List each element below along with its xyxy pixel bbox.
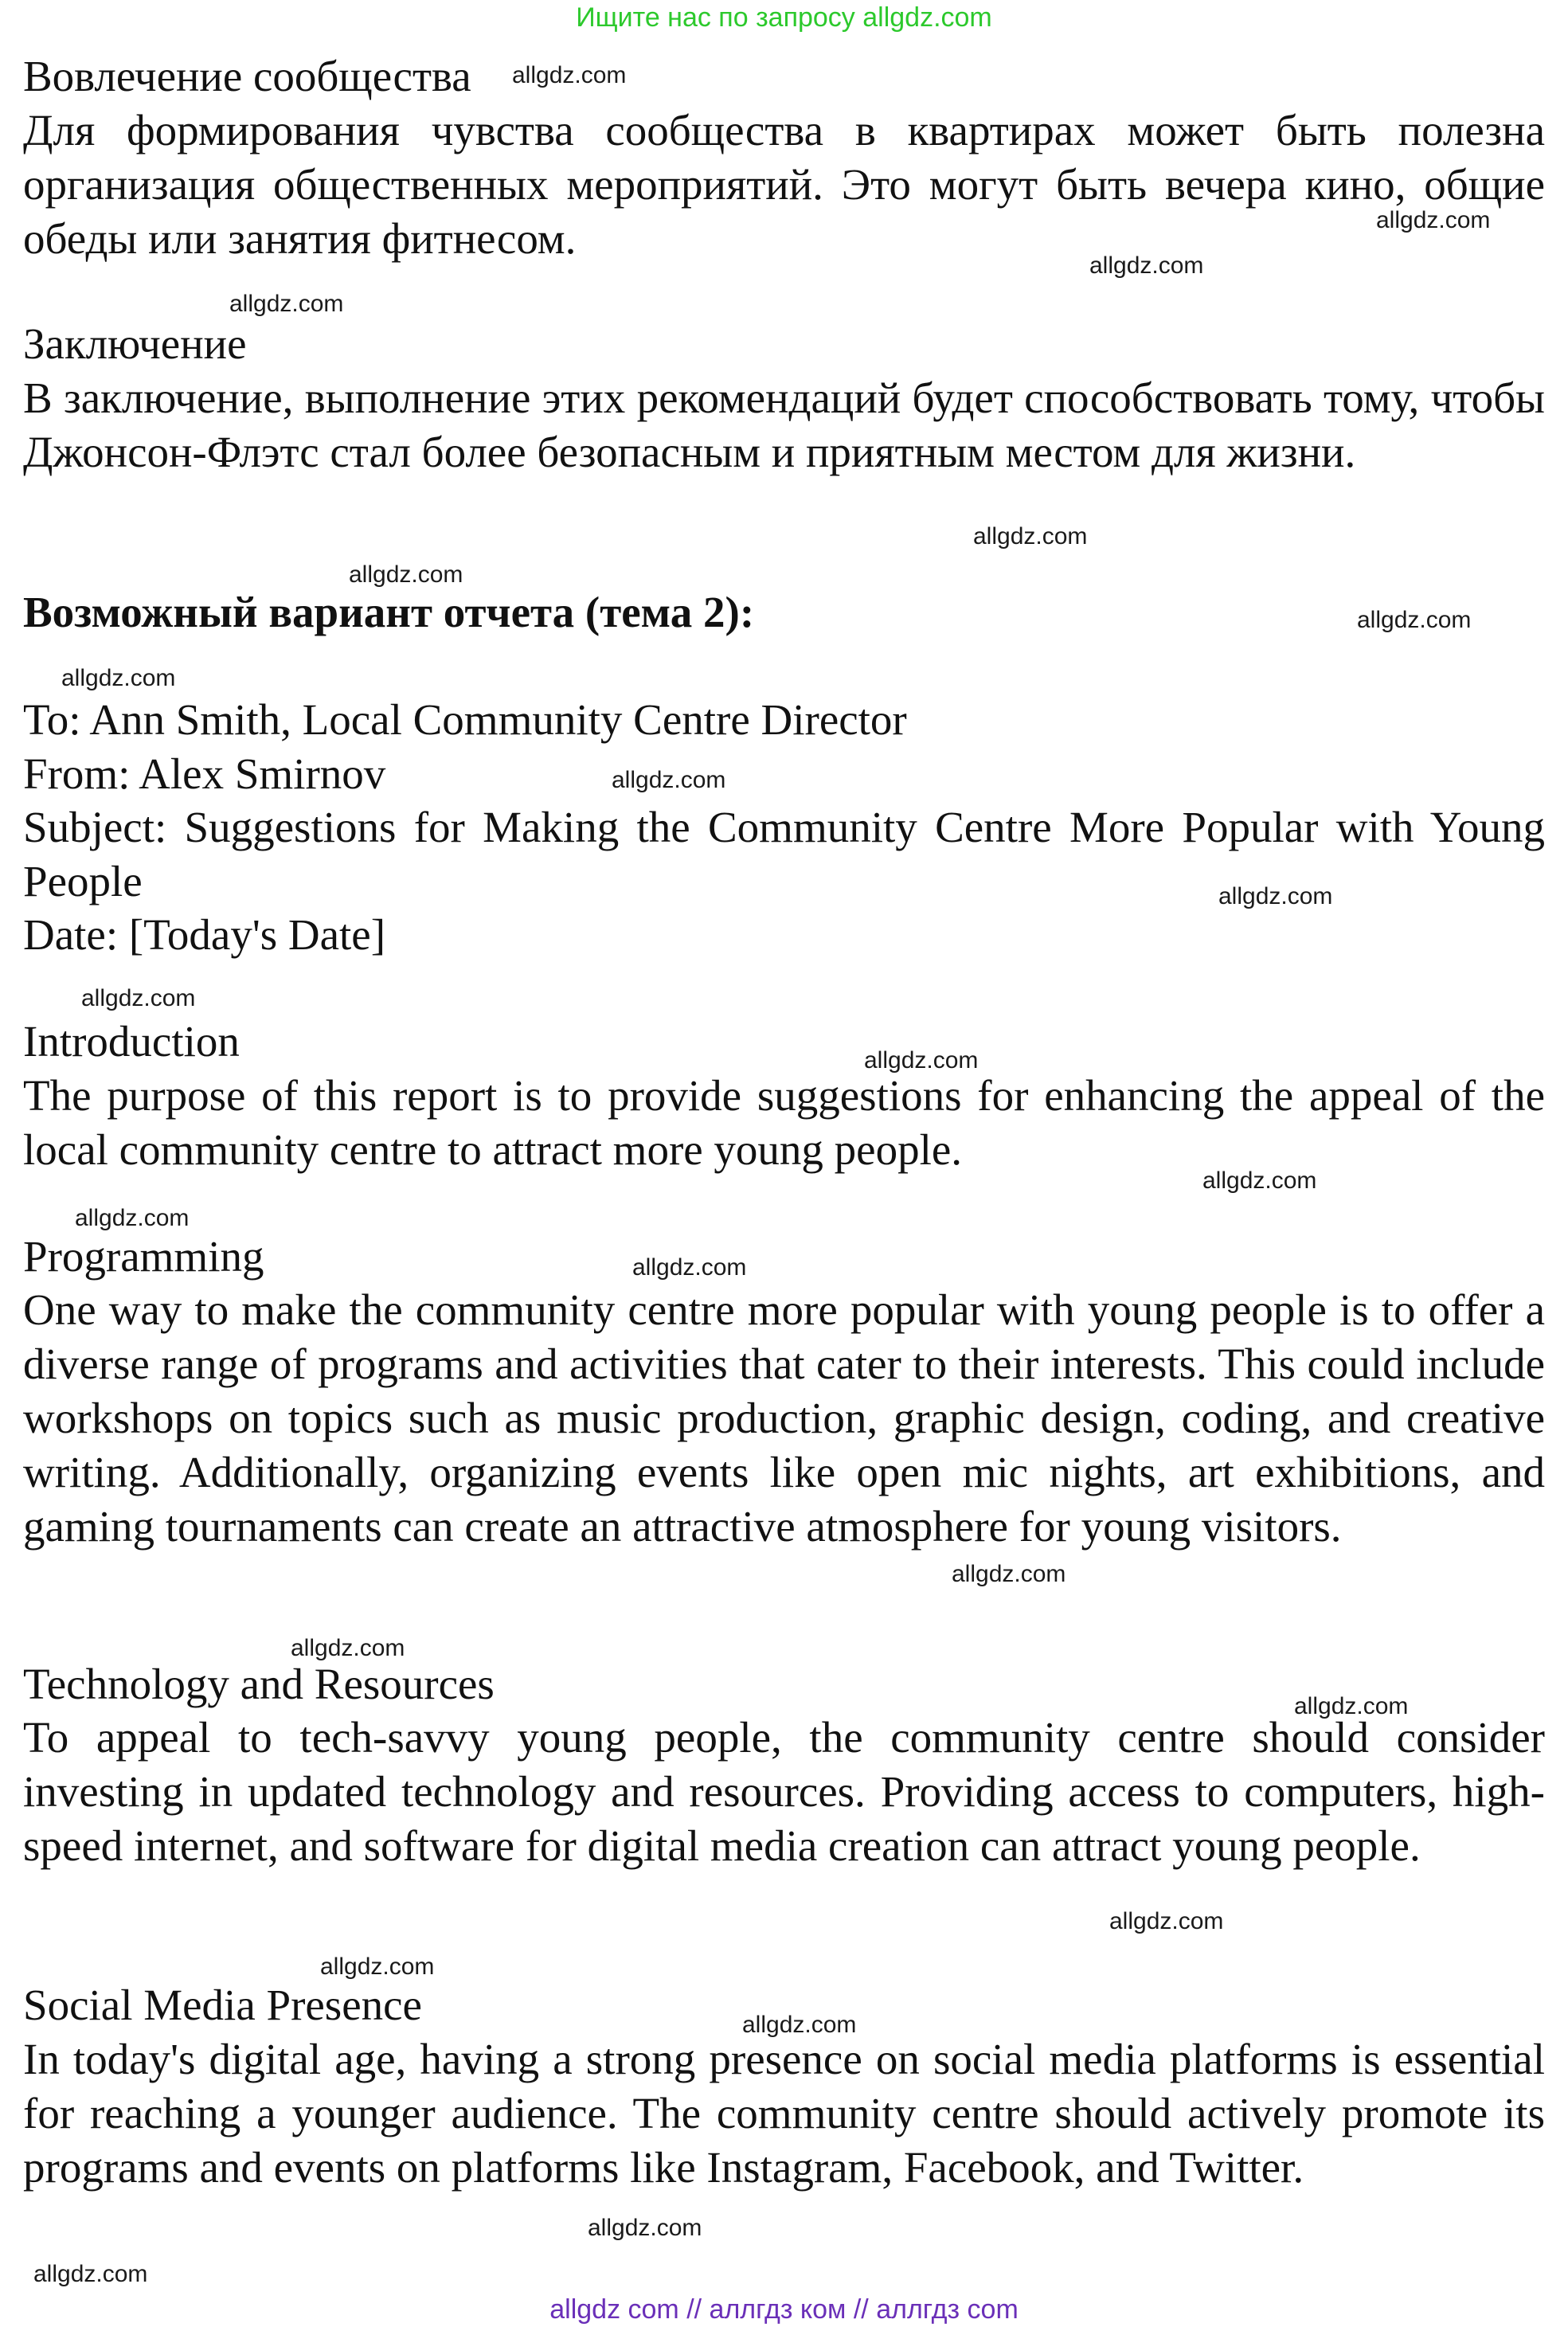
social-media-heading: Social Media Presence xyxy=(23,1981,422,2029)
watermark: allgdz.com xyxy=(973,523,1088,549)
introduction-paragraph: The purpose of this report is to provide suggestions for enhancing the appeal of the local community centre to attract more young people. xyxy=(23,1071,1545,1174)
conclusion-heading: Заключение xyxy=(23,319,247,368)
watermark: allgdz.com xyxy=(320,1954,435,1980)
watermark: allgdz.com xyxy=(742,2012,857,2038)
watermark: allgdz.com xyxy=(612,767,726,793)
watermark: allgdz.com xyxy=(291,1635,405,1661)
top-search-banner: Ищите нас по запросу allgdz.com xyxy=(576,2,992,33)
watermark: allgdz.com xyxy=(1202,1167,1317,1194)
watermark: allgdz.com xyxy=(1109,1908,1224,1934)
technology-heading: Technology and Resources xyxy=(23,1660,495,1708)
watermark: allgdz.com xyxy=(1376,207,1491,233)
watermark: allgdz.com xyxy=(81,985,196,1011)
watermark: allgdz.com xyxy=(1294,1693,1409,1719)
social-media-paragraph: In today's digital age, having a strong presence on social media platforms is essential for reaching a younger audience. The community centre should actively promote its programs and events on platforms like Instagram, Facebook, and Twitter. xyxy=(23,2035,1545,2192)
community-heading: Вовлечение сообщества xyxy=(23,52,471,100)
memo-date: Date: [Today's Date] xyxy=(23,910,386,959)
watermark: allgdz.com xyxy=(229,291,344,317)
introduction-heading: Introduction xyxy=(23,1017,240,1066)
watermark: allgdz.com xyxy=(349,561,463,588)
technology-paragraph: To appeal to tech-savvy young people, the community centre should consider investing in updated technology and resources. Providing access to computers, high-speed internet, and software for digital media creation can attract young people. xyxy=(23,1713,1545,1870)
watermark: allgdz.com xyxy=(1357,607,1472,633)
programming-paragraph: One way to make the community centre more popular with young people is to offer a diverse range of programs and activities that cater to their interests. This could include workshops on topics such as music production, graphic design, coding, and creative writing. Additionally, organizing events like open mic nights, art exhibitions, and gaming tournaments can create an attractive atmosphere for young visitors. xyxy=(23,1285,1545,1551)
programming-heading: Programming xyxy=(23,1232,264,1281)
watermark: allgdz.com xyxy=(1218,883,1333,909)
watermark: allgdz.com xyxy=(632,1254,747,1281)
watermark: allgdz.com xyxy=(588,2215,702,2241)
conclusion-paragraph: В заключение, выполнение этих рекомендаций будет способствовать тому, чтобы Джонсон-Флэтс стал более безопасным и приятным местом для жизни. xyxy=(23,373,1545,476)
report-title: Возможный вариант отчета (тема 2): xyxy=(23,588,755,636)
watermark: allgdz.com xyxy=(952,1561,1066,1587)
watermark: allgdz.com xyxy=(512,62,627,88)
memo-subject: Subject: Suggestions for Making the Community Centre More Popular with Young People xyxy=(23,803,1545,905)
watermark: allgdz.com xyxy=(61,665,176,691)
bottom-banner: allgdz com // аллгдз ком // аллгдз com xyxy=(549,2294,1019,2325)
watermark: allgdz.com xyxy=(1089,252,1204,279)
memo-to: To: Ann Smith, Local Community Centre Director xyxy=(23,695,907,744)
memo-from: From: Alex Smirnov xyxy=(23,749,386,798)
watermark: allgdz.com xyxy=(864,1047,979,1074)
watermark: allgdz.com xyxy=(75,1205,190,1231)
watermark: allgdz.com xyxy=(33,2261,148,2287)
community-paragraph: Для формирования чувства сообщества в квартирах может быть полезна организация общественных мероприятий. Это могут быть вечера кино, общие обеды или занятия фитнесом. xyxy=(23,106,1545,263)
